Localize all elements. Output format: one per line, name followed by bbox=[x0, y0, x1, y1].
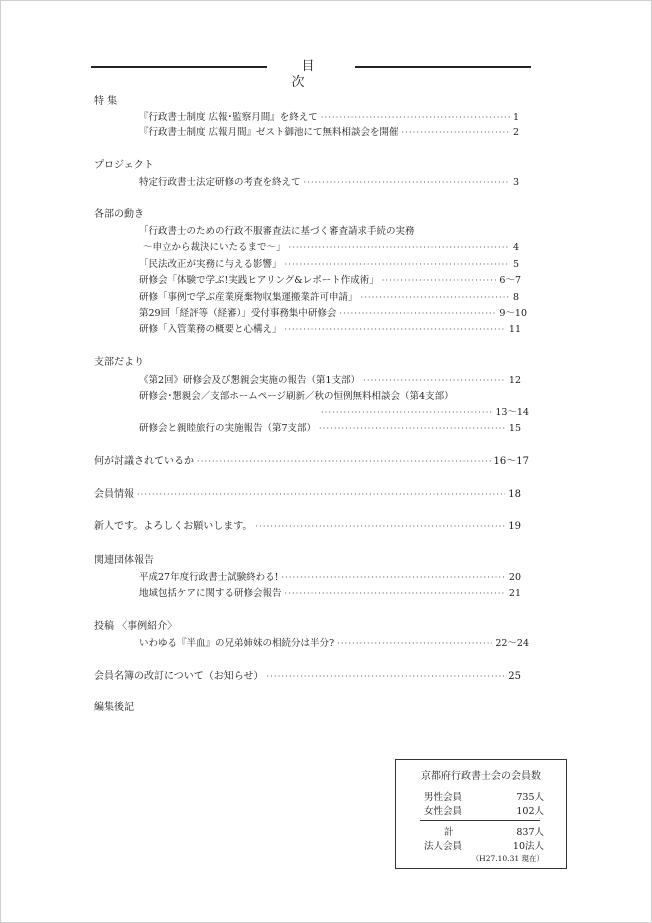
entry-title: 特定行政書士法定研修の考査を終えて bbox=[139, 177, 301, 188]
entry-title: 研修「事例で学ぶ産業廃棄物収集運搬業許可申請」 bbox=[139, 292, 358, 303]
dot-leader bbox=[337, 637, 492, 650]
page-title: 目 次 bbox=[291, 59, 341, 90]
entry-page: 5 bbox=[512, 259, 519, 270]
section-heading: プロジェクト bbox=[94, 160, 154, 171]
total-separator bbox=[420, 820, 540, 821]
dot-leader bbox=[285, 587, 506, 600]
entry-page: 19 bbox=[508, 521, 521, 532]
male-member-label: 男性会員 bbox=[424, 792, 463, 803]
dot-leader bbox=[339, 307, 496, 320]
toc-entry[interactable] bbox=[139, 291, 519, 304]
entry-title: 研修会「体験で学ぶ!実践ヒアリング&レポート作成術」 bbox=[139, 275, 379, 286]
entry-page: 4 bbox=[512, 242, 519, 253]
toc-entry[interactable] bbox=[139, 422, 521, 435]
entry-page: 12 bbox=[508, 375, 521, 386]
entry-title: 《第2回》研修会及び懇親会実施の報告（第1支部） bbox=[139, 375, 361, 386]
toc-entry[interactable] bbox=[139, 323, 521, 336]
as-of-date: （H27.10.31 現在） bbox=[471, 854, 544, 863]
entry-title: ～申立から裁決にいたるまで～」 bbox=[143, 242, 286, 253]
dot-leader bbox=[402, 126, 510, 139]
entry-page: 18 bbox=[508, 489, 521, 500]
entry-page: 20 bbox=[508, 572, 521, 583]
member-box-title: 京都府行政書士会の会員数 bbox=[421, 771, 541, 782]
toc-entry[interactable] bbox=[94, 520, 521, 533]
dot-leader bbox=[137, 488, 505, 501]
total-label: 計 bbox=[444, 827, 454, 838]
entry-page: 11 bbox=[508, 324, 521, 335]
entry-page: 3 bbox=[512, 177, 519, 188]
female-member-value: 102人 bbox=[516, 806, 544, 817]
section-heading: 特 集 bbox=[94, 96, 118, 107]
dot-leader bbox=[197, 455, 491, 468]
dot-leader bbox=[289, 241, 510, 254]
dot-leader bbox=[285, 323, 506, 336]
header-rule-left bbox=[91, 66, 267, 68]
toc-entry[interactable] bbox=[139, 587, 521, 600]
entry-page: 6～7 bbox=[499, 275, 521, 286]
corporate-member-value: 10法人 bbox=[512, 841, 544, 852]
header-rule-right bbox=[355, 66, 531, 68]
toc-entry[interactable] bbox=[321, 406, 529, 419]
member-count-box bbox=[395, 759, 567, 869]
entry-title: 研修会と親睦旅行の実施報告（第7支部） bbox=[139, 423, 317, 434]
entry-title: 「民法改正が実務に与える影響」 bbox=[139, 259, 282, 270]
dot-leader bbox=[255, 520, 505, 533]
entry-page: 2 bbox=[512, 127, 519, 138]
section-heading: 投稿 〈事例紹介〉 bbox=[94, 621, 178, 632]
section-heading: 関連団体報告 bbox=[94, 555, 154, 566]
entry-page: 22～24 bbox=[495, 638, 529, 649]
entry-title-line: 「行政書士のための行政不服審査法に基づく審査請求手続の実務 bbox=[139, 226, 415, 237]
toc-entry[interactable] bbox=[139, 637, 529, 650]
dot-leader bbox=[321, 406, 492, 419]
entry-title: 地域包括ケアに関する研修会報告 bbox=[139, 588, 282, 599]
toc-entry[interactable] bbox=[139, 258, 519, 271]
entry-page: 16～17 bbox=[493, 456, 529, 467]
dot-leader bbox=[363, 374, 506, 387]
dot-leader bbox=[304, 176, 510, 189]
entry-page: 1 bbox=[512, 112, 519, 123]
entry-title: 『行政書士制度 広報･監察月間』を終えて bbox=[139, 112, 318, 123]
entry-title: 『行政書士制度 広報月間』ゼスト御池にて無料相談会を開催 bbox=[139, 127, 399, 138]
entry-page: 13～14 bbox=[495, 407, 529, 418]
toc-header bbox=[91, 59, 531, 90]
dot-leader bbox=[267, 670, 506, 683]
total-value: 837人 bbox=[516, 827, 544, 838]
dot-leader bbox=[382, 274, 497, 287]
entry-title: 新人です。よろしくお願いします。 bbox=[94, 521, 253, 532]
entry-title: 研修「入管業務の概要と心構え」 bbox=[139, 324, 282, 335]
entry-page: 9～10 bbox=[499, 308, 527, 319]
toc-entry[interactable] bbox=[94, 670, 521, 683]
dot-leader bbox=[361, 291, 510, 304]
toc-entry[interactable] bbox=[139, 307, 527, 320]
toc-entry[interactable] bbox=[143, 241, 519, 254]
entry-title-line: 研修会･懇親会／支部ホームページ刷新／秋の恒例無料相談会（第4支部） bbox=[139, 391, 454, 402]
entry-title: 会員名簿の改訂について（お知らせ） bbox=[94, 671, 264, 682]
entry-title: 第29回「経評等（経審）」受付事務集中研修会 bbox=[139, 308, 337, 319]
dot-leader bbox=[321, 111, 510, 124]
toc-entry[interactable] bbox=[139, 126, 519, 139]
toc-entry[interactable] bbox=[139, 571, 521, 584]
dot-leader bbox=[319, 422, 506, 435]
section-heading: 各部の動き bbox=[94, 209, 144, 220]
toc-entry[interactable] bbox=[94, 488, 521, 501]
entry-page: 25 bbox=[508, 671, 521, 682]
toc-entry[interactable] bbox=[94, 455, 529, 468]
entry-page: 8 bbox=[512, 292, 519, 303]
dot-leader bbox=[281, 571, 505, 584]
dot-leader bbox=[285, 258, 510, 271]
section-heading: 編集後記 bbox=[94, 702, 134, 713]
entry-page: 15 bbox=[508, 423, 521, 434]
toc-entry[interactable] bbox=[139, 274, 521, 287]
entry-title: 何が討議されているか bbox=[94, 456, 194, 467]
male-member-value: 735人 bbox=[516, 792, 544, 803]
corporate-member-label: 法人会員 bbox=[424, 841, 463, 852]
entry-title: 会員情報 bbox=[94, 489, 134, 500]
toc-entry[interactable] bbox=[139, 374, 521, 387]
toc-entry[interactable] bbox=[139, 111, 519, 124]
entry-title: いわゆる『半血』の兄弟姉妹の相続分は半分? bbox=[139, 638, 335, 649]
section-heading: 支部だより bbox=[94, 357, 144, 368]
female-member-label: 女性会員 bbox=[424, 806, 463, 817]
toc-entry[interactable] bbox=[139, 176, 519, 189]
entry-title: 平成27年度行政書士試験終わる! bbox=[139, 572, 279, 583]
entry-page: 21 bbox=[508, 588, 521, 599]
